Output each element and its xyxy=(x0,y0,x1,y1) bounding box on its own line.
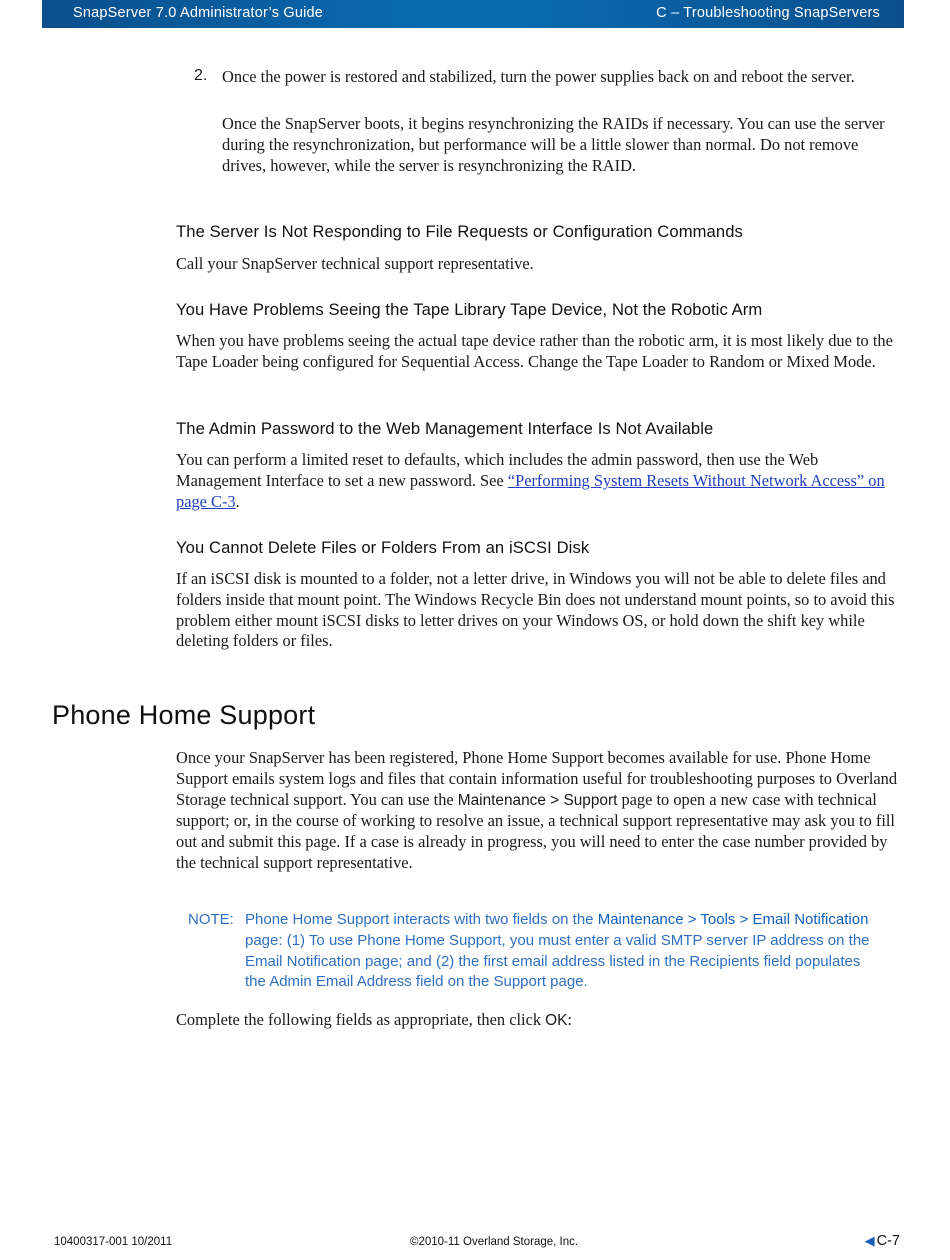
page-header-bar xyxy=(42,0,904,28)
body-phone-home xyxy=(176,748,898,874)
complete-text-after: : xyxy=(567,1010,572,1029)
header-guide-title: SnapServer 7.0 Administrator’s Guide xyxy=(73,5,324,21)
complete-text-before: Complete the following fields as appropriate, then click xyxy=(176,1010,546,1029)
header-chapter-title: C – Troubleshooting SnapServers xyxy=(656,5,880,21)
note-label: NOTE: xyxy=(188,911,234,928)
step-text: Once the power is restored and stabilized, turn the power supplies back on and reboot the server. xyxy=(222,67,855,86)
body-tape-problems: When you have problems seeing the actual tape device rather than the robotic arm, it is most likely due to the Tape Loader being configured for Sequential Access. Change the Tape Loader to Random or Mixed Mode. xyxy=(176,331,893,371)
body-admin-password xyxy=(176,450,898,512)
step-followup-text: Once the SnapServer boots, it begins resynchronizing the RAIDs if necessary. You can use the server during the resynchronization, but performance will be a little slower than normal. Do not remove drives, however, while the server is resynchronizing the RAID. xyxy=(222,114,885,175)
phone-home-text-before: Once your SnapServer has been registered, Phone Home Support becomes available for use. Phone Home Support emails system logs and files that contain information useful for troubleshooting purposes to Overland Storage technical support. You can use the xyxy=(176,748,898,809)
heading-admin-password: The Admin Password to the Web Management Interface Is Not Available xyxy=(176,419,714,438)
note-text xyxy=(245,910,885,993)
ui-path-email-notification: Maintenance > Tools > Email Notification xyxy=(597,911,869,928)
ok-button-reference: OK xyxy=(545,1012,568,1029)
section-title-phone-home: Phone Home Support xyxy=(52,700,316,730)
body-iscsi-delete: If an iSCSI disk is mounted to a folder, not a letter drive, in Windows you will not be able to delete files and folders inside that mount point. The Windows Recycle Bin does not understand mount points, so to avoid this problem either mount iSCSI disks to letter drives on your Windows OS, or hold down the shift key while deleting folders or files. xyxy=(176,569,895,651)
admin-password-text-before: You can perform a limited reset to defaults, which includes the admin password, then use the Web Management Interface to set a new password. See xyxy=(176,450,819,490)
footer-page-number xyxy=(865,1233,900,1249)
heading-server-not-responding: The Server Is Not Responding to File Requests or Configuration Commands xyxy=(176,222,743,241)
note-text-before: Phone Home Support interacts with two fields on the xyxy=(245,911,598,928)
complete-fields-instruction xyxy=(176,1010,898,1032)
phone-home-text-after: page to open a new case with technical support; or, in the course of working to resolve an issue, a technical support representative may ask you to fill out and submit this page. If a case is already in progress, you will need to enter the case number provided by the technical support representative. xyxy=(176,789,895,872)
ui-path-maintenance-support: Maintenance > Support xyxy=(457,791,618,809)
admin-password-text-after: . xyxy=(235,491,240,511)
note-text-after: page: (1) To use Phone Home Support, you must enter a valid SMTP server IP address on the Email Notification page; and (2) the first email address listed in the Recipients field populates the Admin Email Address field on the Support page. xyxy=(245,931,870,991)
footer-doc-number: 10400317-001 10/2011 xyxy=(54,1236,173,1248)
heading-iscsi-delete: You Cannot Delete Files or Folders From an iSCSI Disk xyxy=(176,538,590,557)
heading-tape-problems: You Have Problems Seeing the Tape Library Tape Device, Not the Robotic Arm xyxy=(176,300,763,319)
page-number: C-7 xyxy=(876,1233,900,1249)
performing-system-resets-link[interactable]: “Performing System Resets Without Network Access” on page C-3 xyxy=(176,470,885,511)
page-arrow-icon: ◀ xyxy=(864,1233,875,1248)
step-number: 2. xyxy=(194,67,208,84)
body-server-not-responding: Call your SnapServer technical support representative. xyxy=(176,254,534,273)
footer-copyright: ©2010-11 Overland Storage, Inc. xyxy=(410,1236,579,1248)
